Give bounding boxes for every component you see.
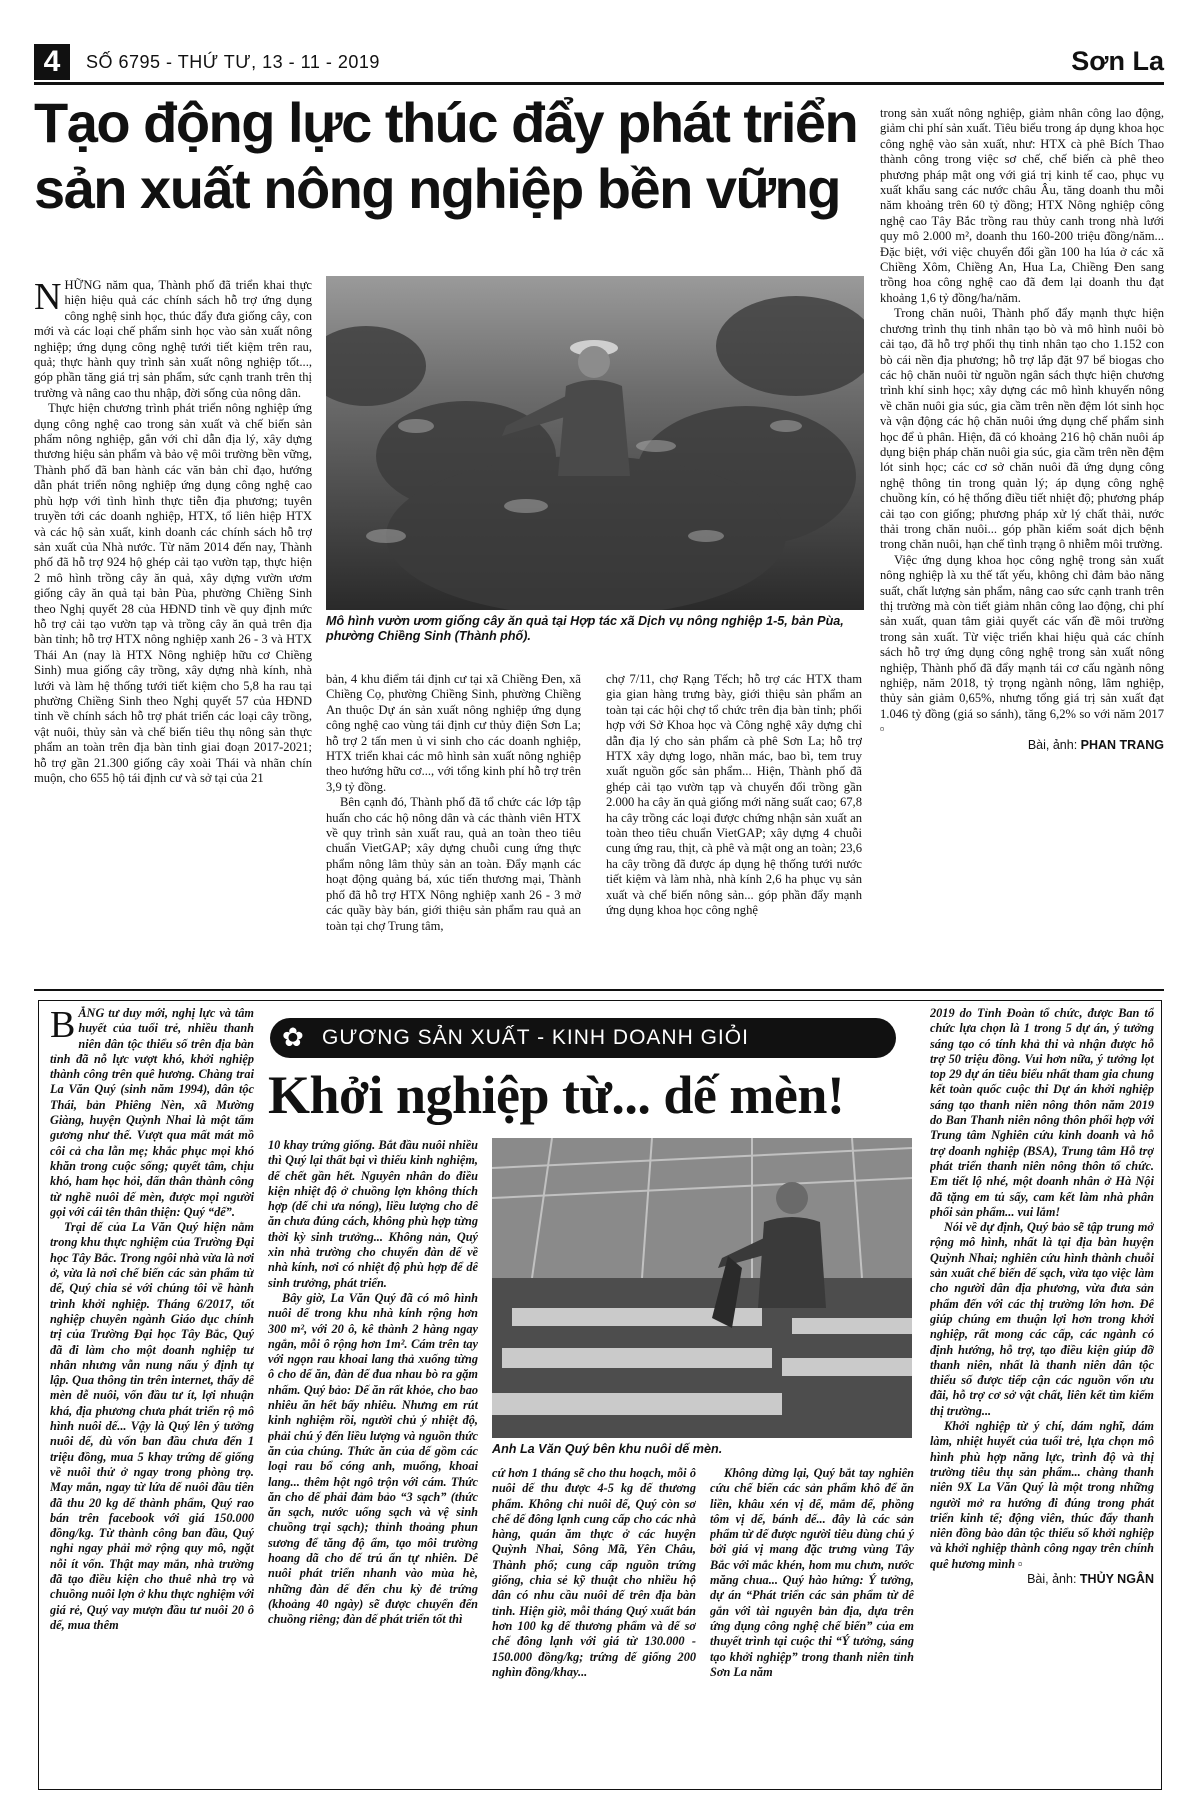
nursery-photo xyxy=(326,276,864,610)
article1-col4-p1: trong sản xuất nông nghiệp, giảm nhân công lao động, giảm chi phí sản xuất. Tiêu biểu trong áp dụng khoa học công nghệ vào sản xuất, như: HTX cà phê Bích Thao thành công trong việc sơ chế, chế biến cà phê theo phương pháp mật ong với giá trị kinh tế cao, phục vụ xuất khẩu sang các nước châu Âu, tăng doanh thu mỗi năm khoảng trên 60 tỷ đồng; HTX Nông nghiệp công nghệ cao Tây Bắc trồng rau thủy canh trong nhà lưới quy mô 2.000 m², doanh thu 160-200 triệu đồng/năm... Đặc biệt, với việc chuyển đổi gần 100 ha lúa ở các xã Chiềng Xôm, Chiềng An, Hua La, Chiềng Đen sang trồng hoa công nghệ cao đã đem lại doanh thu đạt khoảng 1,6 tỷ đồng/ha/năm. xyxy=(880,106,1164,305)
article1-col4-p3: Việc ứng dụng khoa học công nghệ trong sản xuất nông nghiệp là xu thế tất yếu, không chỉ đảm bảo năng suất, chất lượng sản phẩm, nâng cao sức cạnh tranh trên thị trường mà còn tiết giảm nhân công lao động, chi phí sản xuất, quan tâm giải quyết các vấn đề môi trường trong sản xuất. Từ việc triển khai hiệu quả các chính sách hỗ trợ ứng dụng công nghệ trong sản xuất nông nghiệp, Thành phố đã đẩy mạnh tái cơ cấu ngành nông nghiệp, năm 2018, tỷ trọng ngành nông, lâm nghiệp, thủy sản giảm 0,65%, nhưng tổng giá trị sản xuất đạt 1.046 tỷ đồng (giá so sánh), tăng 6,2% so với năm 2017 xyxy=(880,552,1164,721)
flower-icon: ✿ xyxy=(282,1023,304,1052)
article1-col1-p2: Thực hiện chương trình phát triển nông nghiệp ứng dụng công nghệ cao trong sản xuất và chế biến sản phẩm nông nghiệp, gắn với chỉ dẫn địa lý, xây dựng thương hiệu sản phẩm và bảo vệ môi trường bền vững, Thành phố đã ban hành các văn bản chỉ đạo, hướng dẫn phát triển nông nghiệp ứng dụng công nghệ cao phù hợp với tình hình thực tiễn địa phương; tuyên truyền tới các doanh nghiệp, HTX, tổ liên hiệp HTX và các hộ sản xuất, kinh doanh các chính sách hỗ trợ sản xuất của Nhà nước. Từ năm 2014 đến nay, Thành phố đã hỗ trợ 924 hộ ghép cải tạo vườn tạp, thực hiện 2 mô hình trồng cây ăn quả, xây dựng vườn ươm giống cây ăn quả tại bản Pùa, phường Chiềng Sinh theo Nghị quyết 28 của HĐND tỉnh về quy định mức hỗ trợ cải tạo vườn tạp và trồng cây ăn quả trên địa bàn tỉnh; hỗ trợ HTX nông nghiệp xanh 26 - 3 và HTX Thái An (nay là HTX Nông nghiệp hữu cơ Chiềng Sinh) mua giống cây trồng, xây dựng nhà kính, nhà lưới và làm hệ thống tưới tiết kiệm cho 5,8 ha rau tại phường Chiềng Sinh theo Nghị quyết 57 của HĐND tỉnh về chính sách hỗ trợ phát triển các loại cây trồng, vật nuôi, thủy sản và chế biến tiêu thụ nông sản thực phẩm an toàn trên địa bàn tỉnh giai đoạn 2017-2021; hỗ trợ gần 21.300 giống cây xoài Thái và nhãn chín muộn, cho 655 hộ tái định cư và sở tại của 21 xyxy=(34,401,312,785)
article1-drop-cap: N xyxy=(34,278,62,318)
cricket-farm-photo xyxy=(492,1138,912,1438)
article2-byline-name: THỦY NGÂN xyxy=(1079,1571,1154,1586)
article1-column-2 xyxy=(326,672,581,980)
page-number-box xyxy=(34,44,70,80)
article2-title: Khởi nghiệp từ... dế mèn! xyxy=(268,1065,845,1125)
article2-col2-p1: 10 khay trứng giống. Bắt đầu nuôi nhiều thì Quý lại thất bại vì thiếu kinh nghiệm, dế chết gần hết. Nguyên nhân do điều kiện nhiệt độ ở chuồng lợn không thích hợp (dế chỉ ưa nóng), liều lượng cho dế ăn chưa đúng cách, không phù hợp từng thời kỳ sinh trưởng... Không nản, Quý xin nhà trường cho chuyển đàn dế về nhà kính, nơi có nhiệt độ phù hợp để dế sinh trưởng, phát triển. xyxy=(268,1138,478,1290)
header-rule xyxy=(34,82,1164,85)
article1-byline-label: Bài, ảnh: xyxy=(1027,737,1078,752)
article1-column-3 xyxy=(606,672,862,980)
cricket-farm-photo-caption: Anh La Văn Quý bên khu nuôi dế mèn. xyxy=(492,1442,723,1456)
issue-info: SỐ 6795 - THỨ TƯ, 13 - 11 - 2019 xyxy=(86,52,380,72)
article2-col4-p1: Không dừng lại, Quý bắt tay nghiên cứu chế biến các sản phẩm khô để ăn liền, khâu xén vị dế, mắm dế, phồng tôm vị dế, bánh dế... đây là các sản phẩm từ dế được người tiêu dùng chú ý bởi giá vị mang đặc trưng vùng Tây Bắc với mắc khén, hom mu chưn, nước măng chua... Quý hào hứng: Ý tưởng, dự án “Phát triển các sản phẩm từ dế gắn với tài nguyên bản địa, dựa trên ứng dụng công nghệ chế biến” của em thuyết trình tại cuộc thi “Ý tưởng, sáng tạo khởi nghiệp” trong thanh niên tỉnh Sơn La năm xyxy=(710,1466,914,1679)
article-divider xyxy=(34,989,1164,991)
article2-column-5: 2019 do Tỉnh Đoàn tổ chức, được Ban tổ chức lựa chọn là 1 trong 5 dự án, ý tưởng sáng tạo có tính khả thi và nhận được hỗ trợ 50 triệu đồng. Vui hơn nữa, ý tưởng lọt top 29 dự án tiêu biểu nhất tham gia chung kết toàn quốc cuộc thi Dự án khởi nghiệp sáng tạo thanh niên nông thôn năm 2019 do Ban Thanh niên nông thôn phối hợp với Trung tâm Nghiên cứu kinh doanh và hỗ trợ doanh nghiệp (BSA), Trung tâm Hỗ trợ phát triển thanh niên nông thôn tổ chức. Em tiết lộ nhé, một doanh nhân ở Hà Nội đã tặng em tủ sấy, cam kết làm nhà phân phối sản phẩm... vui lắm! Nói về dự định, Quý bảo sẽ tập trung mở rộng mô hình, nhất là tại địa bàn huyện Quỳnh Nhai; nghiên cứu hình thành chuỗi sản xuất chế biến dế sạch, vừa tạo việc làm cho người dân địa phương, vừa đưa sản phẩm đến với các thị trường lớn hơn. Để giúp chúng em thuận lợi hơn trong khởi nghiệp, rất mong các cấp, các ngành có định hướng, hỗ trợ, tạo điều kiện giúp đỡ thanh niên, nhất là thanh niên dân tộc thiểu số được tiếp cận các nguồn vốn ưu đãi, hỗ trợ cơ sở vật chất, liên kết tìm kiếm thị trường... Khởi nghiệp từ ý chí, dám nghĩ, dám làm, nhiệt huyết của tuổi trẻ, lựa chọn mô hình phù hợp năng lực, trình độ và thị trường tiêu thụ sản phẩm... chàng thanh niên 9X La Văn Quý là một trong những người mở ra hướng đi đúng trong phát triển kinh tế; động viên, thúc đẩy thanh niên đồng bào dân tộc thiểu số khởi nghiệp và khởi nghiệp thành công ngay trên chính quê hương mình ▫ Bài, ảnh: THỦY NGÂN xyxy=(930,1006,1154,1586)
article2-col2-p2: Bây giờ, La Văn Quý đã có mô hình nuôi dế trong khu nhà kính rộng hơn 300 m², với 20 ô, kê thành 2 hàng ngay ngắn, mỗi ô rộng hơn 1m². Cám trên tay với ngọn rau khoai lang thả xuống từng ô cho dế ăn, đàn dế đua nhau bò ra gặm nhấm. Quý bảo: Dế ăn rất khỏe, cho bao nhiêu ăn hết bấy nhiêu. Nhưng em rút kinh nghiệm rồi, người chủ ý nhiệt độ, phải chú ý đến liều lượng và nguồn thức ăn của chúng. Thức ăn của dế gồm các loại rau bổ cóng anh, muống, khoai lang... thêm hột ngô trộn với cám. Thức ăn cho dế phải đảm bảo “3 sạch” (thức ăn sạch, nước uống sạch và vệ sinh chuồng trại sạch); thỉnh thoảng phun sương để tăng độ ẩm, tạo môi trường hoang dã cho dế trú ẩn tự nhiên. Dế nuôi phát triển nhanh vào mùa hè, những đàn dế đến chu kỳ đẻ trứng (khoảng 40 ngày) sẽ được chuyển đến chuồng riêng; đàn dế phát triển tốt thì xyxy=(268,1290,478,1627)
section-label: GƯƠNG SẢN XUẤT - KINH DOANH GIỎI xyxy=(322,1026,749,1049)
article2-col1-p1: ẰNG tư duy mới, nghị lực và tâm huyết của tuổi trẻ, nhiều thanh niên dân tộc thiểu số trên địa bàn tỉnh đã nỗ lực vượt khó, khởi nghiệp thành công trên quê hương. Chàng trai La Văn Quý (sinh năm 1994), dân tộc Thái, bản Phiêng Nèn, xã Mường Giàng, huyện Quỳnh Nhai là một tấm gương như thế. Vượt qua mất mát mồ côi cả cha lẫn mẹ; khắc phục mọi khó khăn trong cuộc sống; quyết tâm, chịu khó, ham học hỏi, dấn thân thành công từ nghề nuôi dế mèn, được mọi người gọi với cái tên thân thiện: Quý “dế”. xyxy=(50,1006,254,1219)
article1-col3-p1: chợ 7/11, chợ Rạng Tếch; hỗ trợ các HTX tham gia gian hàng trưng bày, giới thiệu sản phẩm an toàn tại các hội chợ tổ chức trên địa bàn tỉnh; phối hợp với Sở Khoa học và Công nghệ xây dựng chỉ dẫn địa lý cho sản phẩm cà phê Sơn La; hỗ trợ HTX xây dựng logo, nhãn mác, bao bì, tem truy xuất nguồn gốc sản phẩm... Hiện, Thành phố đã ghép cải tạo vườn tạp và chuyển đổi trồng gần 2.000 ha cây ăn quả giống mới năng suất cao; 67,8 ha cây trồng các loại được chứng nhận sản xuất an toàn theo tiêu chuẩn VietGAP; xây dựng 4 chuỗi cung ứng rau, thịt, cà phê và mật ong an toàn; 23,6 ha cây trồng đã được áp dụng hệ thống tưới nước tiết kiệm và làm nhà, nhà kính 2,6 ha phục vụ sản xuất và chế biến nông sản... góp phần đẩy mạnh ứng dụng khoa học công nghệ xyxy=(606,672,862,918)
cricket-farm-photo-image xyxy=(492,1138,912,1438)
article2-col3-p1: cứ hơn 1 tháng sẽ cho thu hoạch, mỗi ô nuôi dế thu được 4-5 kg dế thương phẩm. Không chỉ nuôi dế, Quý còn sơ chế dế đông lạnh cung cấp cho các nhà hàng, quán ăm thực ở các huyện Quỳnh Nhai, Sông Mã, Yên Châu, Thành phố; cung cấp nguồn trứng giống, chia sẻ kỹ thuật cho nhiều hộ dân có nhu cầu nuôi dế trên địa bàn tỉnh. Hiện giờ, mỗi tháng Quý xuất bán hơn 100 kg dế thương phẩm và dế sơ chế đông lạnh với giá từ 130.000 - 150.000 đồng/kg; trứng dế giống 200 nghìn đồng/khay... xyxy=(492,1466,696,1679)
article2-byline-label: Bài, ảnh: xyxy=(1027,1571,1077,1586)
article1-column-4: trong sản xuất nông nghiệp, giảm nhân công lao động, giảm chi phí sản xuất. Tiêu biểu trong áp dụng khoa học công nghệ vào sản xuất, như: HTX cà phê Bích Thao thành công trong việc sơ chế, chế biến cà phê theo phương pháp mật ong với giá trị kinh tế cao, phục vụ xuất khẩu sang các nước châu Âu, tăng doanh thu mỗi năm khoảng trên 60 tỷ đồng; HTX Nông nghiệp công nghệ cao Tây Bắc trồng rau thủy canh trong nhà lưới quy mô 2.000 m², doanh thu 160-200 triệu đồng/năm... Đặc biệt, với việc chuyển đổi gần 100 ha lúa ở các xã Chiềng Xôm, Chiềng An, Hua La, Chiềng Đen sang trồng hoa công nghệ cao đã đem lại doanh thu đạt khoảng 1,6 tỷ đồng/ha/năm. Trong chăn nuôi, Thành phố đẩy mạnh thực hiện chương trình thụ tinh nhân tạo bò và mô hình nuôi bò cải tạo, đã hỗ trợ phối thụ tinh nhân tạo cho 1.152 con bò cái nền địa phương; hỗ trợ lắp đặt 97 bể biogas cho các hộ chăn nuôi từ nguồn ngân sách thực hiện chương trình khí sinh học; xây dựng các mô hình khuyến nông về chăn nuôi gia súc, gia cầm trên nền đệm lót sinh học và vận động các hộ chăn nuôi ứng dụng chế phẩm sinh học để ủ phân. Hiện, đã có khoảng 216 hộ chăn nuôi áp dụng biện pháp chăn nuôi gia súc, gia cầm trên nền đệm lót sinh học; các cơ sở chăn nuôi đã ứng dụng công nghệ thông tin trong quản lý; áp dụng công nghệ chuồng kín, có hệ thống điều tiết nhiệt độ; phương pháp cải tạo con giống; phương pháp xử lý chất thải, nước thải trong chăn nuôi... góp phần kiểm soát dịch bệnh trong chăn nuôi, hạn chế tình trạng ô nhiễm môi trường. Việc ứng dụng khoa học công nghệ trong sản xuất nông nghiệp là xu thế tất yếu, không chỉ đảm bảo năng suất, chất lượng sản phẩm, nâng cao sức cạnh tranh trên thị trường mà còn tiết giảm nhân công lao động, chi phí sản xuất, quan tâm giải quyết các vấn đề môi trường trong sản xuất. Từ việc triển khai hiệu quả các chính sách hỗ trợ ứng dụng công nghệ trong sản xuất nông nghiệp, Thành phố đã đẩy mạnh tái cơ cấu ngành nông nghiệp, năm 2018, tỷ trọng ngành nông, lâm nghiệp, thủy sản giảm 0,65%, nhưng tổng giá trị sản xuất đạt 1.046 tỷ đồng (giá so sánh), tăng 6,2% so với năm 2017 ▫ Bài, ảnh: PHAN TRANG xyxy=(880,106,1164,752)
article2-col1-p2: Trại dế của La Văn Quý hiện nằm trong khu thực nghiệm của Trường Đại học Tây Bắc. Trong ngôi nhà vừa là nơi ở, vừa là nơi chế biến các sản phẩm từ dế, Quý chia sẻ với chúng tôi về hành trình khởi nghiệp. Tháng 6/2017, tốt nghiệp chuyên ngành Giáo dục chính trị của Trường Đại học Tây Bắc, Quý đã đi làm cho một doanh nghiệp tư nhân nhưng vẫn nung nấu ý định tự lập. Qua thông tin trên internet, thấy dế mèn dễ nuôi, vốn đầu tư ít, lợi nhuận khá, địa phương chưa phát triển rộ mô hình nuôi dế... Vậy là Quý lên ý tưởng nuôi dế, dù vốn ban đầu chưa đến 1 triệu đồng, mua 5 khay trứng dế giống về nuôi thử ở ngay trong phòng trọ. May mắn, ngay từ lứa dế nuôi đầu tiên đã thu 20 kg dế thành phẩm, Quý rao bán trên facebook với giá 150.000 đồng/kg. Từ thành công ban đầu, Quý nghỉ ngay phải mở rộng quy mô, ngặt nỗi ít vốn. Thật may mắn, nhà trường đã tạo điều kiện cho thuê nhà trọ và chuồng nuôi lợn ở khu thực nghiệm với giá rẻ, Quý vay mượn đầu tư nuôi 20 ô dế, mua thêm xyxy=(50,1220,254,1632)
section-banner xyxy=(270,1018,896,1058)
article1-title-line1: Tạo động lực thúc đẩy phát triển xyxy=(34,91,858,154)
article2-drop-cap: B xyxy=(50,1006,76,1046)
article2-col5-p2: Nói về dự định, Quý bảo sẽ tập trung mở rộng mô hình, nhất là tại địa bàn huyện Quỳnh Nhai; nghiên cứu hình thành chuỗi sản xuất chế biến dế sạch, vừa tạo việc làm cho người dân địa phương, vừa đưa sản phẩm đến với các thị trường lớn hơn. Để giúp chúng em thuận lợi hơn trong khởi nghiệp, rất mong các cấp, các ngành có định hướng, hỗ trợ, tạo điều kiện giúp đỡ thanh niên, nhất là thanh niên dân tộc thiểu số được tiếp cận các nguồn vốn ưu đãi, hỗ trợ cơ sở vật chất, liên kết tìm kiếm thị trường... xyxy=(930,1220,1154,1418)
article2-column-2 xyxy=(268,1138,478,1784)
article1-col4-p2: Trong chăn nuôi, Thành phố đẩy mạnh thực hiện chương trình thụ tinh nhân tạo bò và mô hình nuôi bò cải tạo, đã hỗ trợ phối thụ tinh nhân tạo cho 1.152 con bò cái nền địa phương; hỗ trợ lắp đặt 97 bể biogas cho các hộ chăn nuôi từ nguồn ngân sách thực hiện chương trình khí sinh học; xây dựng các mô hình khuyến nông về chăn nuôi gia súc, gia cầm trên nền đệm lót sinh học và vận động các hộ chăn nuôi ứng dụng chế phẩm sinh học để ủ phân. Hiện, đã có khoảng 216 hộ chăn nuôi áp dụng biện pháp chăn nuôi gia súc, gia cầm trên nền đệm lót sinh học; các cơ sở chăn nuôi đã ứng dụng công nghệ thông tin trong quản lý; áp dụng công nghệ chuồng kín, có hệ thống điều tiết nhiệt độ; phương pháp cải tạo con giống; phương pháp xử lý chất thải, nước thải trong chăn nuôi... góp phần kiểm soát dịch bệnh trong chăn nuôi, hạn chế tình trạng ô nhiễm môi trường. xyxy=(880,306,1164,552)
article1-byline xyxy=(1014,738,1164,753)
article1-byline-name: PHAN TRANG xyxy=(1080,737,1164,752)
article2-col5-p1: 2019 do Tỉnh Đoàn tổ chức, được Ban tổ chức lựa chọn là 1 trong 5 dự án, ý tưởng sáng tạo có tính khả thi và nhận được hỗ trợ 50 triệu đồng. Vui hơn nữa, ý tưởng lọt top 29 dự án tiêu biểu nhất tham gia chung kết toàn quốc cuộc thi Dự án khởi nghiệp sáng tạo thanh niên nông thôn năm 2019 do Ban Thanh niên nông thôn phối hợp với Trung tâm Nghiên cứu kinh doanh và hỗ trợ doanh nghiệp (BSA), Trung tâm Hỗ trợ phát triển thanh niên nông thôn tổ chức. Em tiết lộ nhé, một doanh nhân ở Hà Nội đã tặng em tủ sấy, cam kết làm nhà phân phối sản phẩm... vui lắm! xyxy=(930,1006,1154,1219)
article1-title-line2: sản xuất nông nghiệp bền vững xyxy=(34,157,840,220)
article2-byline xyxy=(1013,1572,1154,1587)
nursery-photo-image xyxy=(326,276,864,610)
article1-col1-p1: HỮNG năm qua, Thành phố đã triển khai thực hiện hiệu quả các chính sách hỗ trợ ứng dụng công nghệ sinh học, thúc đẩy đưa giống cây, con mới và các loại chế phẩm sinh học vào sản xuất nông nghiệp; ứng dụng công nghệ tưới tiết kiệm trên rau, quả; thực hành quy trình sản xuất nông nghiệp tốt..., góp phần tăng giá trị sản phẩm, sức cạnh tranh trên thị trường và nâng cao thu nhập, đời sống của nông dân. xyxy=(34,278,312,400)
article1-col2-p2: Bên cạnh đó, Thành phố đã tổ chức các lớp tập huấn cho các hộ nông dân và các thành viên HTX về quy trình sản xuất rau, quả an toàn theo tiêu chuẩn VietGAP; xây dựng chuỗi cung ứng thực phẩm nông lâm thủy sản an toàn. Đẩy mạnh các hoạt động quảng bá, xúc tiến thương mại, Thành phố đã hỗ trợ HTX Nông nghiệp xanh 26 - 3 mở các quầy bày bán, giới thiệu sản phẩm rau quả an toàn tại chợ Trung tâm, xyxy=(326,795,581,933)
article2-column-4 xyxy=(710,1466,914,1784)
paper-name: Sơn La xyxy=(1071,46,1164,76)
article2-column-1 xyxy=(50,1006,254,1784)
article1-column-1 xyxy=(34,278,312,981)
nursery-photo-caption: Mô hình vườn ươm giống cây ăn quả tại Hợp tác xã Dịch vụ nông nghiệp 1-5, bản Pùa, phường Chiềng Sinh (Thành phố). xyxy=(326,614,844,643)
article2-col5-p3: Khởi nghiệp từ ý chí, dám nghĩ, dám làm, nhiệt huyết của tuổi trẻ, lựa chọn mô hình phù hợp năng lực, trình độ và thị trường tiêu thụ sản phẩm... chàng thanh niên 9X La Văn Quý là một trong những người mở ra hướng đi đúng trong phát triển kinh tế; động viên, thúc đẩy thanh niên đồng bào dân tộc thiểu số khởi nghiệp và khởi nghiệp thành công ngay trên chính quê hương mình xyxy=(930,1419,1154,1571)
page-number: 4 xyxy=(43,45,61,78)
article1-title xyxy=(34,90,864,222)
article1-col2-p1: bản, 4 khu điểm tái định cư tại xã Chiềng Đen, xã Chiềng Cọ, phường Chiềng Sinh, phường Chiềng An thuộc Dự án sản xuất nông nghiệp ứng dụng công nghệ cao vùng tái định cư thủy điện Sơn La; hỗ trợ 2 tấn men ủ vi sinh cho các doanh nghiệp, HTX triển khai các mô hình sản xuất nông nghiệp theo hướng hữu cơ..., với tổng kinh phí hỗ trợ trên 3,9 tỷ đồng. xyxy=(326,672,581,794)
article2-column-3 xyxy=(492,1466,696,1784)
